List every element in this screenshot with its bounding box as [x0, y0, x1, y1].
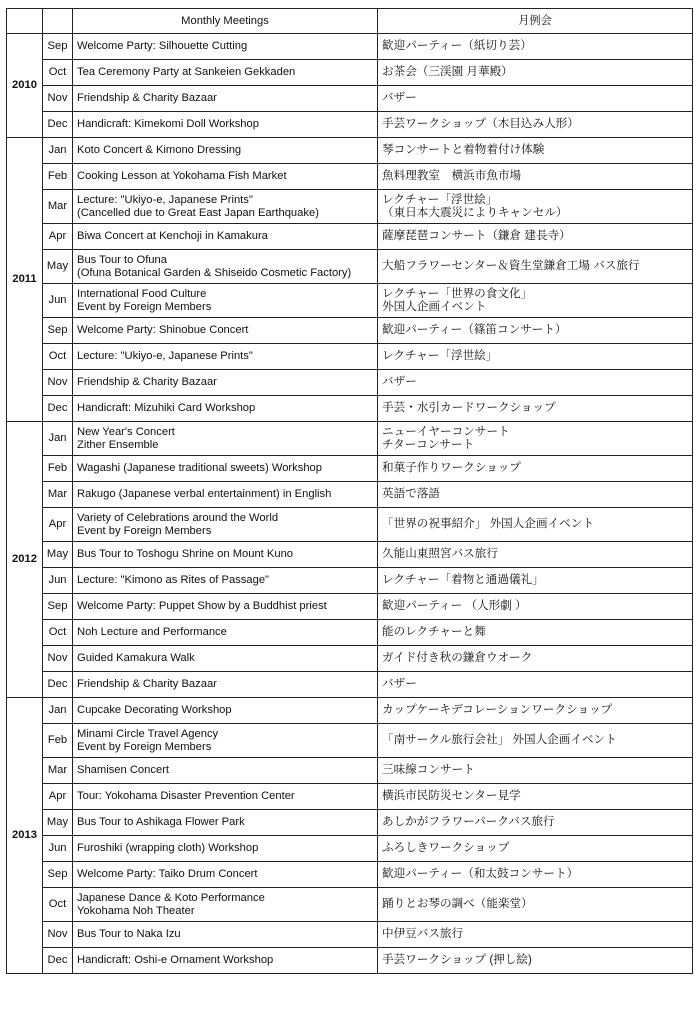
- event-english-cell: Wagashi (Japanese traditional sweets) Workshop: [73, 456, 378, 482]
- event-japanese-cell: 手芸・水引カードワークショップ: [378, 396, 693, 422]
- month-cell: Jun: [43, 836, 73, 862]
- event-japanese-cell: 能のレクチャーと舞: [378, 620, 693, 646]
- event-japanese-cell: 「南サークル旅行会社」 外国人企画イベント: [378, 724, 693, 758]
- month-cell: Jun: [43, 284, 73, 318]
- month-cell: Jan: [43, 698, 73, 724]
- table-row: [7, 422, 693, 456]
- header-english-title: Monthly Meetings: [73, 9, 378, 34]
- table-row: [7, 594, 693, 620]
- event-japanese-cell: 魚料理教室 横浜市魚市場: [378, 164, 693, 190]
- month-cell: Jan: [43, 422, 73, 456]
- event-japanese-cell: 英語で落語: [378, 482, 693, 508]
- table-row: [7, 112, 693, 138]
- event-english-cell: Guided Kamakura Walk: [73, 646, 378, 672]
- event-english-cell: Handicraft: Mizuhiki Card Workshop: [73, 396, 378, 422]
- table-row: [7, 784, 693, 810]
- event-japanese-cell: レクチャー「世界の食文化」 外国人企画イベント: [378, 284, 693, 318]
- event-japanese-cell: レクチャー「着物と通過儀礼」: [378, 568, 693, 594]
- event-english-cell: Welcome Party: Puppet Show by a Buddhist priest: [73, 594, 378, 620]
- meetings-table-wrapper: [6, 8, 693, 974]
- month-cell: Feb: [43, 456, 73, 482]
- event-japanese-cell: 中伊豆バス旅行: [378, 922, 693, 948]
- table-row: [7, 508, 693, 542]
- month-cell: Nov: [43, 370, 73, 396]
- event-japanese-cell: 横浜市民防災センター見学: [378, 784, 693, 810]
- table-row: [7, 922, 693, 948]
- event-japanese-cell: あしかがフラワーパークバス旅行: [378, 810, 693, 836]
- table-row: [7, 888, 693, 922]
- month-cell: Sep: [43, 594, 73, 620]
- month-cell: Oct: [43, 620, 73, 646]
- event-japanese-cell: 手芸ワークショップ (押し絵): [378, 948, 693, 974]
- event-japanese-cell: レクチャー「浮世絵」: [378, 344, 693, 370]
- table-row: [7, 344, 693, 370]
- event-japanese-cell: 薩摩琵琶コンサート（鎌倉 建長寺）: [378, 224, 693, 250]
- event-english-cell: Furoshiki (wrapping cloth) Workshop: [73, 836, 378, 862]
- event-japanese-cell: 琴コンサートと着物着付け体験: [378, 138, 693, 164]
- year-cell: 2013: [7, 698, 43, 974]
- table-row: [7, 758, 693, 784]
- event-english-cell: Koto Concert & Kimono Dressing: [73, 138, 378, 164]
- event-japanese-cell: 大船フラワーセンター＆資生堂鎌倉工場 バス旅行: [378, 250, 693, 284]
- table-row: [7, 948, 693, 974]
- event-english-cell: Friendship & Charity Bazaar: [73, 370, 378, 396]
- event-japanese-cell: 踊りとお琴の調べ（能楽堂）: [378, 888, 693, 922]
- event-japanese-cell: ニューイヤーコンサート チターコンサート: [378, 422, 693, 456]
- header-japanese-title: 月例会: [378, 9, 693, 34]
- header-row: [7, 9, 693, 34]
- event-english-cell: Rakugo (Japanese verbal entertainment) in English: [73, 482, 378, 508]
- month-cell: Feb: [43, 164, 73, 190]
- event-english-cell: Welcome Party: Taiko Drum Concert: [73, 862, 378, 888]
- event-english-cell: Cupcake Decorating Workshop: [73, 698, 378, 724]
- table-row: [7, 620, 693, 646]
- month-cell: Oct: [43, 344, 73, 370]
- event-english-cell: Handicraft: Oshi-e Ornament Workshop: [73, 948, 378, 974]
- table-row: [7, 482, 693, 508]
- event-english-cell: Bus Tour to Ashikaga Flower Park: [73, 810, 378, 836]
- event-japanese-cell: 歓迎パーティー（紙切り芸）: [378, 34, 693, 60]
- month-cell: Nov: [43, 86, 73, 112]
- event-english-cell: Lecture: "Kimono as Rites of Passage": [73, 568, 378, 594]
- event-english-cell: Shamisen Concert: [73, 758, 378, 784]
- table-row: [7, 724, 693, 758]
- table-row: [7, 646, 693, 672]
- month-cell: Sep: [43, 318, 73, 344]
- event-english-cell: Friendship & Charity Bazaar: [73, 86, 378, 112]
- month-cell: Dec: [43, 948, 73, 974]
- event-japanese-cell: 久能山東照宮バス旅行: [378, 542, 693, 568]
- month-cell: Sep: [43, 34, 73, 60]
- event-english-cell: Friendship & Charity Bazaar: [73, 672, 378, 698]
- event-english-cell: Biwa Concert at Kenchoji in Kamakura: [73, 224, 378, 250]
- month-cell: Sep: [43, 862, 73, 888]
- event-japanese-cell: カップケーキデコレーションワークショップ: [378, 698, 693, 724]
- year-cell: 2010: [7, 34, 43, 138]
- event-english-cell: Welcome Party: Silhouette Cutting: [73, 34, 378, 60]
- event-japanese-cell: 和菓子作りワークショップ: [378, 456, 693, 482]
- month-cell: Nov: [43, 922, 73, 948]
- event-japanese-cell: 歓迎パーティー （人形劇 ）: [378, 594, 693, 620]
- table-row: [7, 318, 693, 344]
- table-row: [7, 456, 693, 482]
- table-row: [7, 568, 693, 594]
- year-cell: 2011: [7, 138, 43, 422]
- table-row: [7, 164, 693, 190]
- month-cell: Dec: [43, 672, 73, 698]
- month-cell: Apr: [43, 784, 73, 810]
- table-row: [7, 86, 693, 112]
- event-japanese-cell: 手芸ワークショップ（木目込み人形）: [378, 112, 693, 138]
- event-japanese-cell: 歓迎パーティー（篠笛コンサート）: [378, 318, 693, 344]
- header-year-cell: [7, 9, 43, 34]
- event-english-cell: Cooking Lesson at Yokohama Fish Market: [73, 164, 378, 190]
- event-japanese-cell: 「世界の祝事紹介」 外国人企画イベント: [378, 508, 693, 542]
- month-cell: Mar: [43, 190, 73, 224]
- event-english-cell: Tea Ceremony Party at Sankeien Gekkaden: [73, 60, 378, 86]
- event-japanese-cell: バザー: [378, 370, 693, 396]
- table-row: [7, 224, 693, 250]
- month-cell: Dec: [43, 112, 73, 138]
- month-cell: Nov: [43, 646, 73, 672]
- event-english-cell: Tour: Yokohama Disaster Prevention Center: [73, 784, 378, 810]
- table-row: [7, 862, 693, 888]
- event-japanese-cell: レクチャー「浮世絵」 （東日本大震災によりキャンセル）: [378, 190, 693, 224]
- event-english-cell: Bus Tour to Naka Izu: [73, 922, 378, 948]
- month-cell: Jan: [43, 138, 73, 164]
- event-english-cell: Handicraft: Kimekomi Doll Workshop: [73, 112, 378, 138]
- month-cell: Mar: [43, 758, 73, 784]
- table-row: [7, 810, 693, 836]
- table-row: [7, 284, 693, 318]
- month-cell: Jun: [43, 568, 73, 594]
- table-row: [7, 698, 693, 724]
- event-english-cell: Lecture: "Ukiyo-e, Japanese Prints" (Cancelled due to Great East Japan Earthquake): [73, 190, 378, 224]
- event-english-cell: Bus Tour to Ofuna (Ofuna Botanical Garden & Shiseido Cosmetic Factory): [73, 250, 378, 284]
- event-japanese-cell: ガイド付き秋の鎌倉ウオーク: [378, 646, 693, 672]
- event-english-cell: International Food Culture Event by Foreign Members: [73, 284, 378, 318]
- table-row: [7, 370, 693, 396]
- event-japanese-cell: ふろしきワークショップ: [378, 836, 693, 862]
- table-row: [7, 836, 693, 862]
- event-english-cell: New Year's Concert Zither Ensemble: [73, 422, 378, 456]
- month-cell: Oct: [43, 888, 73, 922]
- month-cell: Apr: [43, 508, 73, 542]
- month-cell: Feb: [43, 724, 73, 758]
- event-japanese-cell: バザー: [378, 86, 693, 112]
- table-row: [7, 672, 693, 698]
- table-row: [7, 34, 693, 60]
- event-japanese-cell: 歓迎パーティー（和太鼓コンサート）: [378, 862, 693, 888]
- month-cell: Apr: [43, 224, 73, 250]
- table-row: [7, 190, 693, 224]
- event-english-cell: Minami Circle Travel Agency Event by Foreign Members: [73, 724, 378, 758]
- table-row: [7, 250, 693, 284]
- table-row: [7, 396, 693, 422]
- monthly-meetings-table: [6, 8, 693, 974]
- event-english-cell: Bus Tour to Toshogu Shrine on Mount Kuno: [73, 542, 378, 568]
- event-english-cell: Variety of Celebrations around the World Event by Foreign Members: [73, 508, 378, 542]
- year-cell: 2012: [7, 422, 43, 698]
- event-japanese-cell: バザー: [378, 672, 693, 698]
- month-cell: Dec: [43, 396, 73, 422]
- event-english-cell: Noh Lecture and Performance: [73, 620, 378, 646]
- month-cell: Oct: [43, 60, 73, 86]
- event-japanese-cell: 三味線コンサート: [378, 758, 693, 784]
- table-row: [7, 138, 693, 164]
- month-cell: May: [43, 250, 73, 284]
- header-month-cell: [43, 9, 73, 34]
- month-cell: Mar: [43, 482, 73, 508]
- month-cell: May: [43, 810, 73, 836]
- month-cell: May: [43, 542, 73, 568]
- event-english-cell: Japanese Dance & Koto Performance Yokohama Noh Theater: [73, 888, 378, 922]
- event-english-cell: Welcome Party: Shinobue Concert: [73, 318, 378, 344]
- table-row: [7, 542, 693, 568]
- event-english-cell: Lecture: "Ukiyo-e, Japanese Prints": [73, 344, 378, 370]
- event-japanese-cell: お茶会（三渓園 月華殿）: [378, 60, 693, 86]
- meetings-table-body: [7, 34, 693, 974]
- table-row: [7, 60, 693, 86]
